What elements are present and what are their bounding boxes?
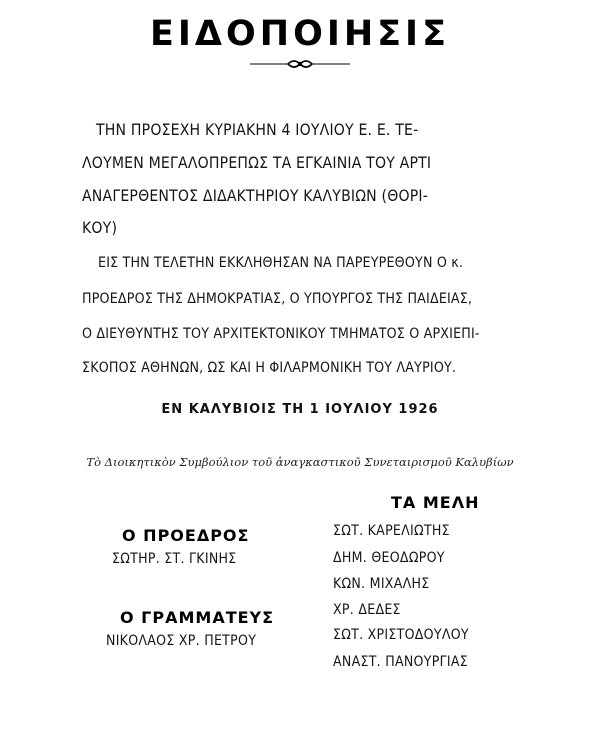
member-name: ΣΩΤ. ΚΑΡΕΛΙΩΤΗΣ	[333, 523, 450, 539]
notice-line-6: ΠΡΟΕΔΡΟΣ ΤΗΣ ΔΗΜΟΚΡΑΤΙΑΣ, Ο ΥΠΟΥΡΓΟΣ ΤΗΣ ΠΑΙΔΕΙΑΣ,	[82, 290, 473, 307]
president-heading: Ο ΠΡΟΕΔΡΟΣ	[122, 526, 250, 545]
notice-line-3: ΑΝΑΓΕΡΘΕΝΤΟΣ ΔΙΔΑΚΤΗΡΙΟΥ ΚΑΛΥΒΙΩΝ (ΘΟΡΙ-	[82, 186, 428, 205]
notice-line-5: ΕΙΣ ΤΗΝ ΤΕΛΕΤΗΝ ΕΚΚΛΗΘΗΣΑΝ ΝΑ ΠΑΡΕΥΡΕΘΟΥΝ Ο κ.	[98, 254, 464, 271]
date-line: ΕΝ ΚΑΛΥΒΙΟΙΣ ΤΗ 1 ΙΟΥΛΙΟΥ 1926	[161, 402, 439, 417]
notice-line-8: ΣΚΟΠΟΣ ΑΘΗΝΩΝ, ΩΣ ΚΑΙ Η ΦΙΛΑΡΜΟΝΙΚΗ ΤΟΥ ΛΑΥΡΙΟΥ.	[82, 359, 457, 376]
notice-line-1: ΤΗΝ ΠΡΟΣΕΧΗ ΚΥΡΙΑΚΗΝ 4 ΙΟΥΛΙΟΥ Ε. Ε. ΤΕ-	[96, 120, 419, 139]
secretary-name: ΝΙΚΟΛΑΟΣ ΧΡ. ΠΕΤΡΟΥ	[106, 633, 257, 649]
president-name: ΣΩΤΗΡ. ΣΤ. ΓΚΙΝΗΣ	[112, 551, 237, 567]
member-name: ΣΩΤ. ΧΡΙΣΤΟΔΟΥΛΟΥ	[333, 627, 469, 643]
notice-line-2: ΛΟΥΜΕΝ ΜΕΓΑΛΟΠΡΕΠΩΣ ΤΑ ΕΓΚΑΙΝΙΑ ΤΟΥ ΑΡΤΙ	[82, 153, 432, 172]
member-name: ΔΗΜ. ΘΕΟΔΩΡΟΥ	[333, 550, 445, 566]
member-name: ΚΩΝ. ΜΙΧΑΛΗΣ	[333, 576, 430, 592]
member-name: ΑΝΑΣΤ. ΠΑΝΟΥΡΓΙΑΣ	[333, 654, 468, 670]
notice-line-7: Ο ΔΙΕΥΘΥΝΤΗΣ ΤΟΥ ΑΡΧΙΤΕΚΤΟΝΙΚΟΥ ΤΜΗΜΑΤΟΣ Ο ΑΡΧΙΕΠΙ-	[82, 325, 480, 342]
member-name: ΧΡ. ΔΕΔΕΣ	[333, 602, 401, 618]
council-line: Τὸ Διοικητικὸν Συμβούλιον τοῦ ἀναγκαστικοῦ Συνεταιρισμοῦ Καλυβίων	[86, 455, 514, 469]
page-title: ΕΙΔΟΠΟΙΗΣΙΣ	[150, 14, 450, 54]
ornament-divider-icon	[250, 56, 350, 72]
notice-line-4: ΚΟΥ)	[82, 218, 118, 237]
members-heading: ΤΑ ΜΕΛΗ	[391, 493, 480, 512]
secretary-heading: Ο ΓΡΑΜΜΑΤΕΥΣ	[120, 608, 275, 627]
